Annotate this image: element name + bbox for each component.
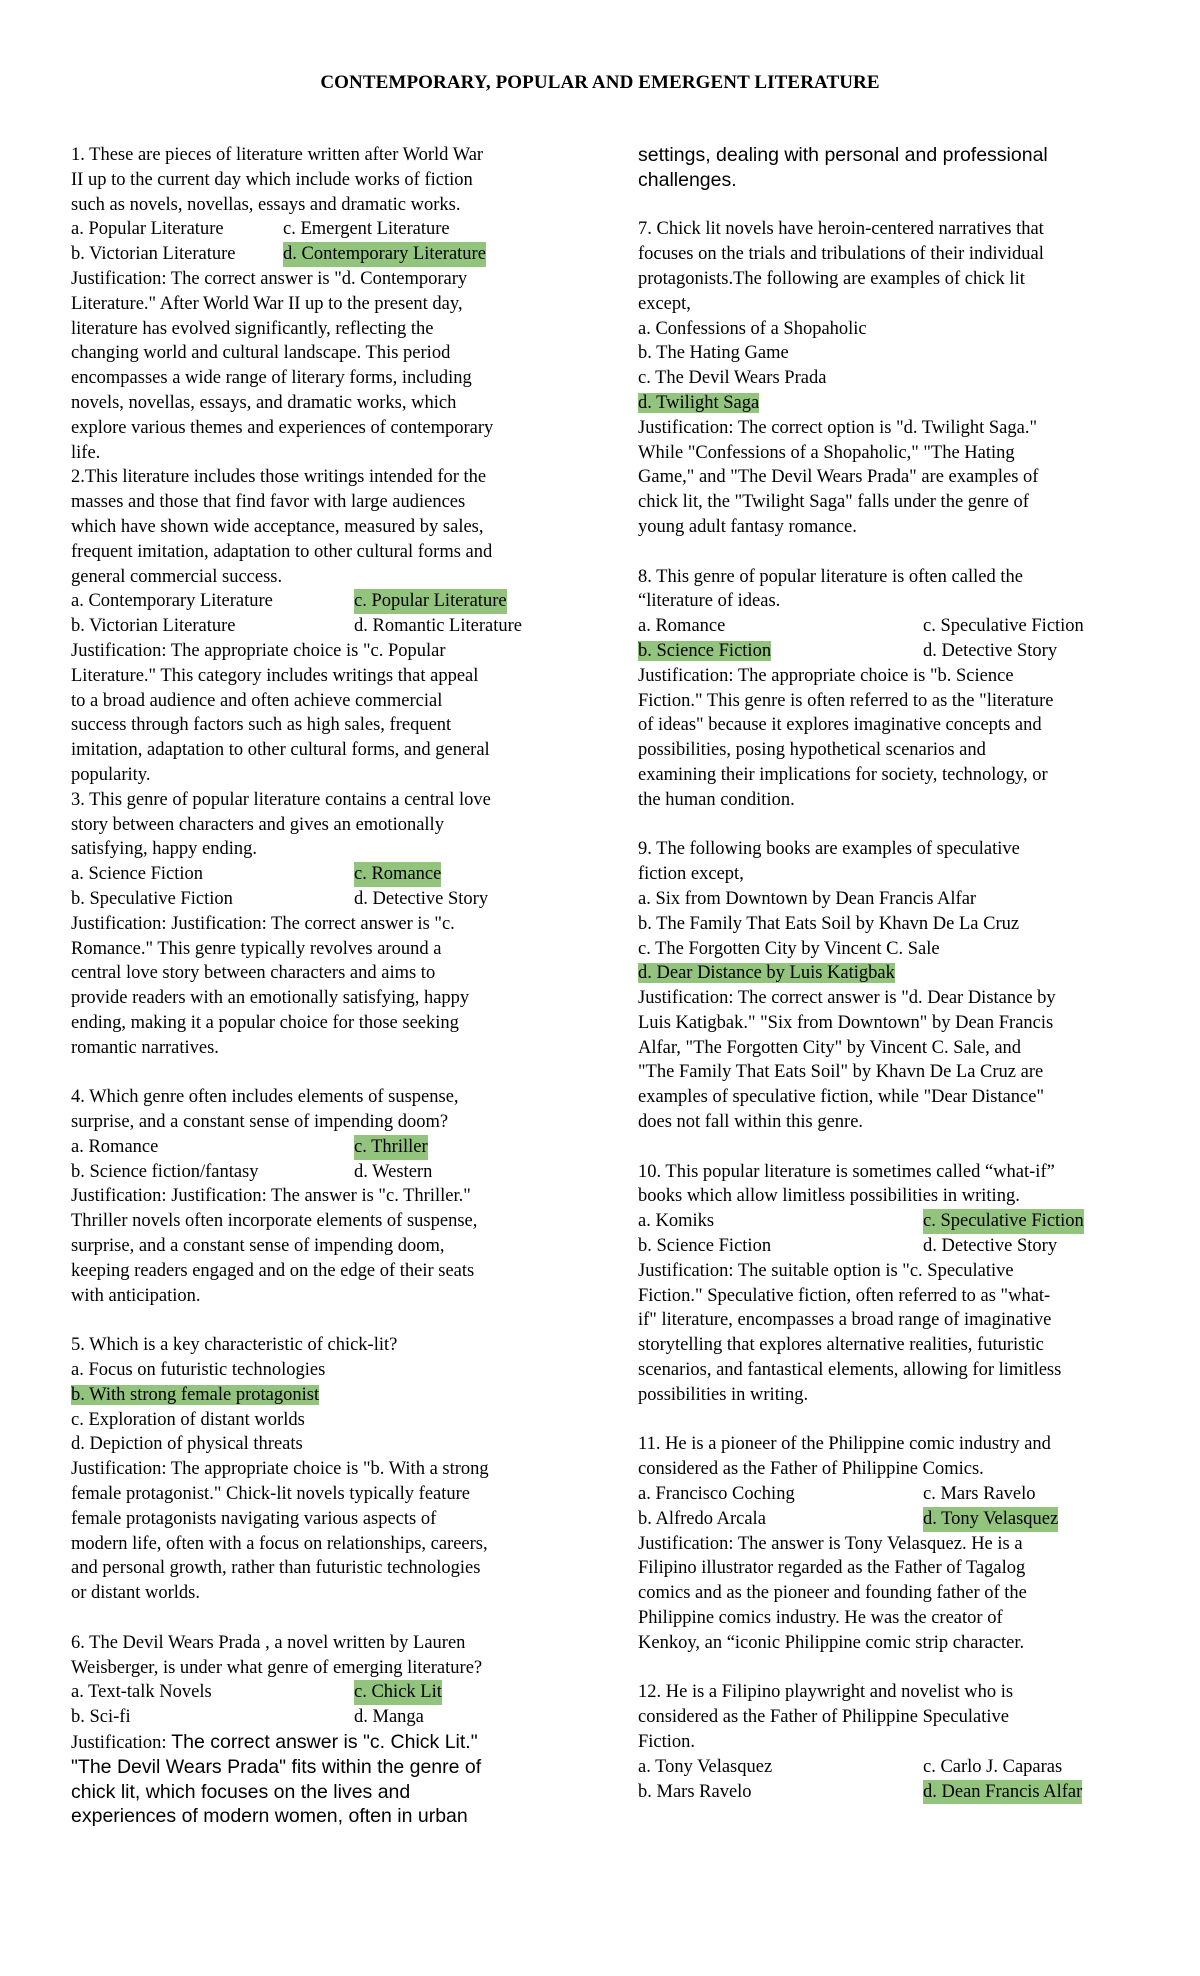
options-row <box>71 887 571 912</box>
question-text: 5. Which is a key characteristic of chick-lit? <box>71 1335 398 1356</box>
spacer <box>71 1606 571 1631</box>
option-d-correct-answer: d. Twilight Saga <box>638 392 760 413</box>
options-row <box>638 1482 1148 1507</box>
justification-text: Kenkoy, an “iconic Philippine comic strip character. <box>638 1632 1025 1653</box>
justification-text: Justification: The appropriate choice is "c. Popular <box>71 640 446 661</box>
options-row <box>638 639 1148 664</box>
options-row <box>71 1705 571 1730</box>
option-d-row <box>638 391 1148 416</box>
options-row <box>71 589 571 614</box>
question-text: “literature of ideas. <box>638 591 781 612</box>
spacer <box>638 1656 1148 1681</box>
justification-text: Justification: The appropriate choice is "b. Science <box>638 665 1014 686</box>
justification-text: if" literature, encompasses a broad range of imaginative <box>638 1310 1052 1331</box>
question-text: II up to the current day which include works of fiction <box>71 169 473 190</box>
question-text: satisfying, happy ending. <box>71 839 258 860</box>
option-d-correct-answer: d. Dear Distance by Luis Katigbak <box>638 963 895 984</box>
options-row <box>71 614 571 639</box>
option-d-row <box>638 961 1148 986</box>
question-text: frequent imitation, adaptation to other cultural forms and <box>71 541 493 562</box>
justification-text: chick lit, the "Twilight Saga" falls under the genre of <box>638 492 1029 513</box>
option-c-correct-answer: c. Popular Literature <box>354 589 507 614</box>
justification-text: Literature." After World War II up to the present day, <box>71 293 463 314</box>
option-c-correct-answer: c. Romance <box>354 862 441 887</box>
option-c: c. Mars Ravelo <box>923 1484 1036 1505</box>
options-row <box>638 1780 1148 1805</box>
question-text: 8. This genre of popular literature is often called the <box>638 566 1023 587</box>
question-9 <box>638 837 1148 1135</box>
option-b-correct-answer: b. With strong female protagonist <box>71 1384 320 1405</box>
options-row <box>638 1209 1148 1234</box>
option-b: b. Victorian Literature <box>71 616 236 637</box>
question-text: 12. He is a Filipino playwright and novelist who is <box>638 1682 1014 1703</box>
justification-text: Filipino illustrator regarded as the Father of Tagalog <box>638 1558 1026 1579</box>
spacer <box>638 1135 1148 1160</box>
justification-text: popularity. <box>71 764 151 785</box>
justification-text: literature has evolved significantly, reflecting the <box>71 318 434 339</box>
option-b-row <box>71 1383 571 1408</box>
option-c: c. Emergent Literature <box>283 219 450 240</box>
justification-text: settings, dealing with personal and professional <box>638 144 1048 166</box>
justification-text: Fiction." This genre is often referred to as the "literature <box>638 690 1054 711</box>
option-a: a. Focus on futuristic technologies <box>71 1360 326 1381</box>
question-10 <box>638 1160 1148 1408</box>
question-2 <box>71 465 571 787</box>
option-d-correct-answer: d. Contemporary Literature <box>283 242 486 267</box>
options-row <box>71 242 571 267</box>
option-c: c. The Devil Wears Prada <box>638 368 827 389</box>
option-b: b. The Family That Eats Soil by Khavn De La Cruz <box>638 913 1020 934</box>
option-b: b. Mars Ravelo <box>638 1781 752 1802</box>
left-column <box>71 143 571 1829</box>
option-a: a. Text-talk Novels <box>71 1682 212 1703</box>
justification-text: and personal growth, rather than futuristic technologies <box>71 1558 481 1579</box>
question-text: considered as the Father of Philippine Speculative <box>638 1707 1009 1728</box>
option-d: d. Detective Story <box>923 1236 1058 1257</box>
justification-text: life. <box>71 442 101 463</box>
justification-text: explore various themes and experiences of contemporary <box>71 417 494 438</box>
justification-text: changing world and cultural landscape. This period <box>71 343 451 364</box>
justification-text: Justification: The suitable option is "c. Speculative <box>638 1260 1014 1281</box>
option-b: b. The Hating Game <box>638 343 789 364</box>
justification-text: comics and as the pioneer and founding father of the <box>638 1583 1027 1604</box>
options-row <box>71 1160 571 1185</box>
question-text: 1. These are pieces of literature written after World War <box>71 145 484 165</box>
spacer <box>638 1408 1148 1433</box>
spacer <box>71 1060 571 1085</box>
question-text: focuses on the trials and tribulations of their individual <box>638 244 1044 265</box>
option-b: b. Science fiction/fantasy <box>71 1161 259 1182</box>
options-row <box>638 1234 1148 1259</box>
options-row <box>71 217 571 242</box>
justification-text: surprise, and a constant sense of impending doom, <box>71 1236 445 1257</box>
justification-text: female protagonists navigating various aspects of <box>71 1508 437 1529</box>
justification-text: encompasses a wide range of literary forms, including <box>71 368 472 389</box>
question-6 <box>71 1631 571 1829</box>
option-d: d. Romantic Literature <box>354 616 522 637</box>
option-c-correct-answer: c. Thriller <box>354 1135 428 1160</box>
question-text: which have shown wide acceptance, measured by sales, <box>71 516 484 537</box>
justification-text: storytelling that explores alternative realities, futuristic <box>638 1335 1044 1356</box>
question-text: 11. He is a pioneer of the Philippine comic industry and <box>638 1434 1051 1455</box>
justification-text: success through factors such as high sales, frequent <box>71 715 452 736</box>
spacer <box>638 540 1148 565</box>
option-d: d. Depiction of physical threats <box>71 1434 303 1455</box>
justification-text: ending, making it a popular choice for those seeking <box>71 1012 459 1033</box>
justification-text: romantic narratives. <box>71 1037 219 1058</box>
option-c-correct-answer: c. Chick Lit <box>354 1680 442 1705</box>
question-1 <box>71 143 571 465</box>
option-c: c. Carlo J. Caparas <box>923 1756 1063 1777</box>
justification-text: the human condition. <box>638 789 795 810</box>
justification-first-line <box>71 1730 571 1755</box>
justification-text: The correct answer is "c. Chick Lit." <box>171 1731 478 1753</box>
justification-text: Justification: The correct answer is "d. Dear Distance by <box>638 988 1056 1009</box>
justification-text: "The Family That Eats Soil" by Khavn De La Cruz are <box>638 1062 1044 1083</box>
option-a: a. Komiks <box>638 1211 715 1232</box>
justification-text: challenges. <box>638 168 737 191</box>
question-12 <box>638 1680 1148 1804</box>
options-row <box>71 862 571 887</box>
question-text: story between characters and gives an emotionally <box>71 814 444 835</box>
option-b: b. Victorian Literature <box>71 244 236 265</box>
justification-text: Romance." This genre typically revolves around a <box>71 938 442 959</box>
option-a: a. Contemporary Literature <box>71 591 273 612</box>
option-d: d. Detective Story <box>354 888 489 909</box>
option-b: b. Speculative Fiction <box>71 888 233 909</box>
spacer <box>638 193 1148 218</box>
right-column <box>638 143 1148 1804</box>
justification-text: Justification: Justification: The answer is "c. Thriller." <box>71 1186 471 1207</box>
justification-text: to a broad audience and often achieve commercial <box>71 690 443 711</box>
question-text: masses and those that find favor with large audiences <box>71 492 466 513</box>
question-text: such as novels, novellas, essays and dramatic works. <box>71 194 461 215</box>
justification-text: keeping readers engaged and on the edge of their seats <box>71 1260 475 1281</box>
question-text: 3. This genre of popular literature contains a central love <box>71 789 491 810</box>
question-text: 9. The following books are examples of speculative <box>638 839 1020 860</box>
justification-text: with anticipation. <box>71 1285 201 1306</box>
question-text: 4. Which genre often includes elements of suspense, <box>71 1087 459 1108</box>
justification-text: Alfar, "The Forgotten City" by Vincent C. Sale, and <box>638 1037 1022 1058</box>
option-c-correct-answer: c. Speculative Fiction <box>923 1209 1084 1234</box>
option-d-correct-answer: d. Tony Velasquez <box>923 1507 1058 1532</box>
question-text: 7. Chick lit novels have heroin-centered narratives that <box>638 219 1044 240</box>
question-text: general commercial success. <box>71 566 283 587</box>
justification-text: central love story between characters and aims to <box>71 963 436 984</box>
justification-text: imitation, adaptation to other cultural forms, and general <box>71 740 490 761</box>
option-d: d. Detective Story <box>923 640 1058 661</box>
justification-text: scenarios, and fantastical elements, allowing for limitless <box>638 1360 1062 1381</box>
options-row <box>638 1755 1148 1780</box>
justification-text: possibilities, posing hypothetical scenarios and <box>638 740 986 761</box>
justification-text: Game," and "The Devil Wears Prada" are examples of <box>638 467 1039 488</box>
question-text: 10. This popular literature is sometimes called “what-if” <box>638 1161 1055 1182</box>
justification-text: novels, novellas, essays, and dramatic works, which <box>71 392 457 413</box>
question-text: surprise, and a constant sense of impending doom? <box>71 1112 449 1133</box>
option-d: d. Manga <box>354 1707 424 1728</box>
justification-text: examining their implications for society, technology, or <box>638 764 1048 785</box>
justification-label: Justification: <box>71 1733 172 1753</box>
justification-text: Luis Katigbak." "Six from Downtown" by Dean Francis <box>638 1012 1054 1033</box>
justification-text: Literature." This category includes writings that appeal <box>71 665 479 686</box>
question-7 <box>638 217 1148 539</box>
question-5 <box>71 1333 571 1606</box>
justification-text: chick lit, which focuses on the lives and <box>71 1780 411 1803</box>
option-c: c. Speculative Fiction <box>923 616 1084 637</box>
justification-text: does not fall within this genre. <box>638 1112 864 1133</box>
option-b: b. Alfredo Arcala <box>638 1508 766 1529</box>
question-8 <box>638 565 1148 813</box>
justification-text: examples of speculative fiction, while "Dear Distance" <box>638 1087 1045 1108</box>
page-title: CONTEMPORARY, POPULAR AND EMERGENT LITERATURE <box>320 72 880 93</box>
spacer <box>71 1308 571 1333</box>
option-c: c. Exploration of distant worlds <box>71 1409 305 1430</box>
justification-text: experiences of modern women, often in urban <box>71 1805 468 1828</box>
question-text: except, <box>638 293 691 314</box>
question-11 <box>638 1432 1148 1655</box>
option-a: a. Tony Velasquez <box>638 1756 773 1777</box>
option-a: a. Romance <box>638 616 726 637</box>
option-b: b. Sci-fi <box>71 1707 131 1728</box>
question-3 <box>71 788 571 1061</box>
justification-text: Fiction." Speculative fiction, often referred to as "what- <box>638 1285 1051 1306</box>
option-d: d. Western <box>354 1161 433 1182</box>
justification-text: "The Devil Wears Prada" fits within the genre of <box>71 1755 482 1778</box>
justification-text: Justification: The answer is Tony Velasquez. He is a <box>638 1533 1023 1554</box>
question-text: Fiction. <box>638 1732 696 1752</box>
justification-text: Justification: Justification: The correct answer is "c. <box>71 913 455 934</box>
question-4 <box>71 1085 571 1308</box>
option-c: c. The Forgotten City by Vincent C. Sale <box>638 938 940 959</box>
option-b-correct-answer: b. Science Fiction <box>638 640 772 661</box>
spacer <box>638 813 1148 838</box>
option-a: a. Science Fiction <box>71 864 204 885</box>
justification-text: Justification: The appropriate choice is "b. With a strong <box>71 1459 489 1480</box>
option-a: a. Francisco Coching <box>638 1484 795 1505</box>
justification-text: Thriller novels often incorporate elements of suspense, <box>71 1211 478 1232</box>
question-text: considered as the Father of Philippine Comics. <box>638 1459 984 1480</box>
options-row <box>71 1135 571 1160</box>
justification-text: young adult fantasy romance. <box>638 516 857 537</box>
justification-text: or distant worlds. <box>71 1583 200 1604</box>
justification-text: Philippine comics industry. He was the creator of <box>638 1608 1003 1629</box>
justification-text: female protagonist." Chick-lit novels typically feature <box>71 1484 471 1505</box>
justification-text: provide readers with an emotionally satisfying, happy <box>71 988 470 1009</box>
options-row <box>638 614 1148 639</box>
question-text: books which allow limitless possibilities in writing. <box>638 1186 1020 1207</box>
question-text: Weisberger, is under what genre of emerging literature? <box>71 1657 483 1678</box>
justification-text: modern life, often with a focus on relationships, careers, <box>71 1533 488 1554</box>
question-text: protagonists.The following are examples of chick lit <box>638 268 1025 289</box>
justification-text: Justification: The correct answer is "d. Contemporary <box>71 268 468 289</box>
option-d-correct-answer: d. Dean Francis Alfar <box>923 1780 1082 1805</box>
justification-text: While "Confessions of a Shopaholic," "The Hating <box>638 442 1015 463</box>
justification-text: possibilities in writing. <box>638 1384 809 1405</box>
option-a: a. Six from Downtown by Dean Francis Alfar <box>638 888 977 909</box>
question-text: 2.This literature includes those writings intended for the <box>71 467 487 488</box>
question-text: 6. The Devil Wears Prada , a novel written by Lauren <box>71 1632 466 1653</box>
option-a: a. Romance <box>71 1136 159 1157</box>
options-row <box>71 1680 571 1705</box>
justification-text: Justification: The correct option is "d. Twilight Saga." <box>638 417 1037 438</box>
question-text: fiction except, <box>638 864 744 885</box>
option-a: a. Popular Literature <box>71 219 224 240</box>
options-row <box>638 1507 1148 1532</box>
justification-text: of ideas" because it explores imaginative concepts and <box>638 715 1042 736</box>
option-b: b. Science Fiction <box>638 1236 772 1257</box>
option-a: a. Confessions of a Shopaholic <box>638 318 867 339</box>
